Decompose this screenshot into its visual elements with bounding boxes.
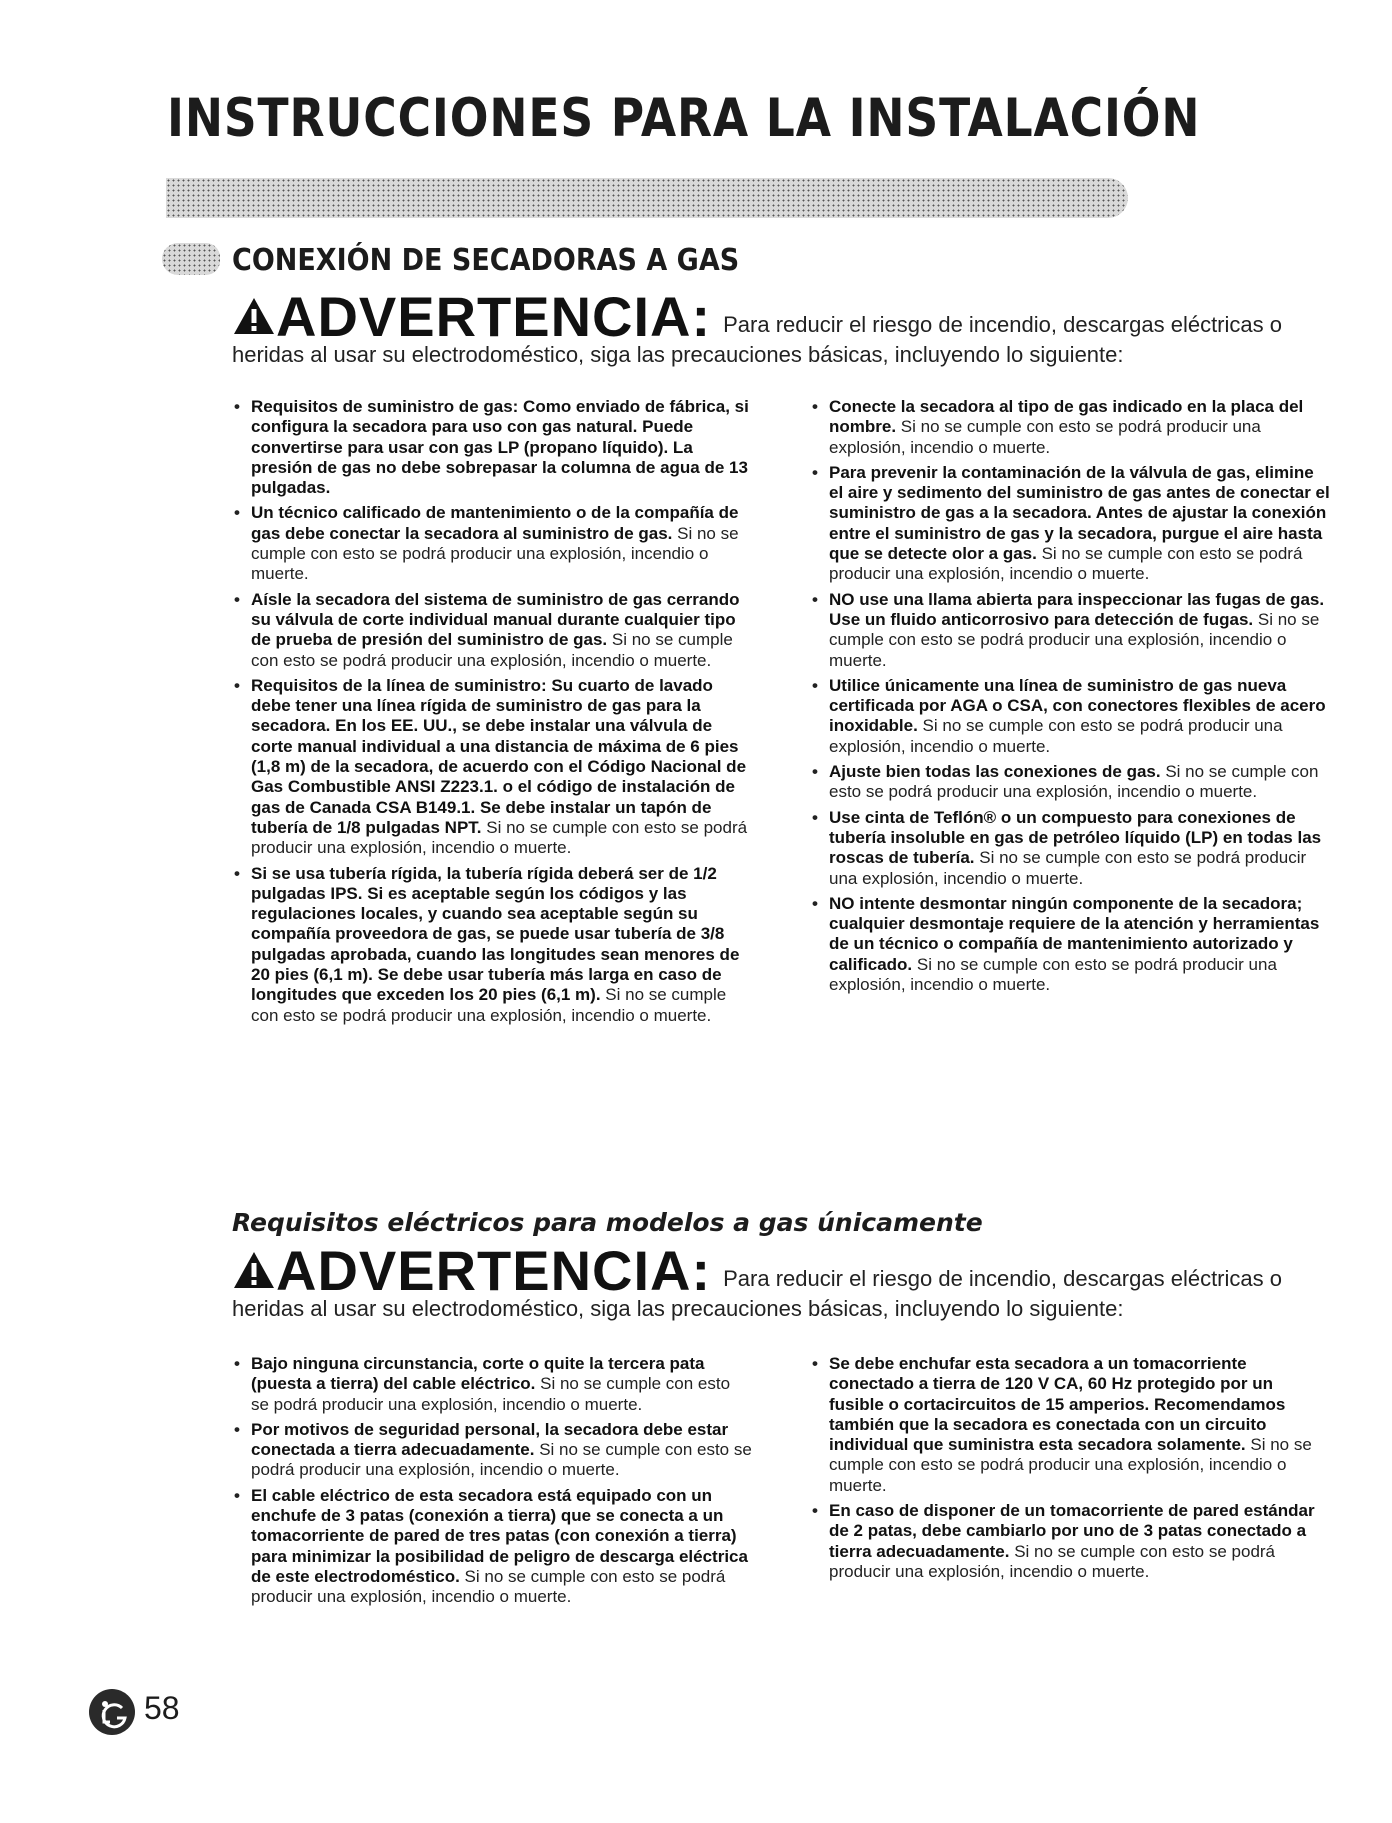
electrical-warning (232, 1239, 1312, 1324)
list-item (810, 463, 1330, 585)
item-emphasis: Un técnico calificado de mantenimiento o de la compañía de gas debe conectar la secadora al suministro de gas. (251, 503, 739, 543)
item-emphasis: Ajuste bien todas las conexiones de gas. (829, 762, 1161, 782)
list-item (232, 676, 752, 859)
bullet-icon: • (234, 1485, 240, 1505)
bullet-icon: • (234, 397, 240, 416)
item-consequence: Si no se cumple con esto se podrá producir una explosión, incendio o muerte. (251, 985, 727, 1025)
list-item (810, 894, 1330, 995)
warning-text: Para reducir el riesgo de incendio, descargas eléctricas o heridas al usar su electrodoméstico, siga las precauciones básicas, incluyendo lo siguiente: (232, 312, 1282, 367)
item-emphasis: NO use una llama abierta para inspeccionar las fugas de gas. Use un fluido anticorrosivo para detección de fugas. (829, 589, 1325, 629)
bullet-icon: • (812, 462, 818, 482)
item-consequence: Si no se cumple con esto se podrá producir una explosión, incendio o muerte. (829, 1541, 1276, 1581)
item-consequence: Si no se cumple con esto se podrá producir una explosión, incendio o muerte. (251, 630, 733, 670)
item-emphasis: Utilice únicamente una línea de suministro de gas nueva certificada por AGA o CSA, con conectores flexibles de acero inoxidable. (829, 675, 1326, 736)
bullet-icon: • (812, 1354, 818, 1373)
bullet-icon: • (812, 675, 818, 695)
item-consequence: Si no se cumple con esto se podrá producir una explosión, incendio o muerte. (251, 1374, 731, 1414)
list-item (810, 808, 1330, 889)
section-title: CONEXIÓN DE SECADORAS A GAS (232, 243, 740, 278)
bullet-list (232, 397, 752, 1026)
electrical-subtitle: Requisitos eléctricos para modelos a gas únicamente (232, 1208, 983, 1237)
item-consequence: Si no se cumple con esto se podrá producir una explosión, incendio o muerte. (251, 1440, 752, 1480)
warning-label: ADVERTENCIA: (276, 285, 712, 348)
list-item (810, 762, 1330, 803)
list-item (810, 590, 1330, 671)
item-emphasis: Si se usa tubería rígida, la tubería rígida deberá ser de 1/2 pulgadas IPS. Si es aceptable según los códigos y las regulaciones locales, y cuando sea aceptable según su compañía proveedora de gas, se puede usar tubería de 3/8 pulgadas aprobada, cuando las longitudes sean menores de 20 pies (6,1 m). Se debe usar tubería más larga en caso de longitudes que exceden los 20 pies (6,1 m). (251, 863, 740, 1005)
list-item (232, 503, 752, 584)
item-consequence: Si no se cumple con esto se podrá producir una explosión, incendio o muerte. (829, 848, 1307, 888)
list-item (232, 1486, 752, 1608)
page-number: 58 (144, 1690, 180, 1726)
bullet-icon: • (234, 1354, 240, 1373)
gas-warning (232, 285, 1312, 370)
bullet-icon: • (234, 863, 240, 883)
electrical-left-column (232, 1354, 752, 1613)
item-consequence: Si no se cumple con esto se podrá producir una explosión, incendio o muerte. (829, 544, 1303, 584)
bullet-icon: • (812, 762, 818, 782)
bullet-list (810, 1354, 1330, 1582)
bullet-icon: • (234, 675, 240, 695)
item-consequence: Si no se cumple con esto se podrá producir una explosión, incendio o muerte. (829, 417, 1261, 457)
bullet-icon: • (812, 893, 818, 913)
page-title: INSTRUCCIONES PARA LA INSTALACIÓN (167, 88, 1201, 149)
title-underline-bar (166, 178, 1128, 218)
list-item (232, 1354, 752, 1415)
bullet-icon: • (234, 1419, 240, 1439)
list-item (810, 676, 1330, 757)
item-emphasis: Conecte la secadora al tipo de gas indicado en la placa del nombre. (829, 397, 1304, 437)
item-emphasis: Para prevenir la contaminación de la válvula de gas, elimine el aire y sedimento del suministro de gas antes de conectar el suministro de gas a la secadora. Antes de ajustar la conexión entre el suministro de gas y la secadora, purgue el aire hasta que se detecte olor a gas. (829, 462, 1330, 564)
item-emphasis: NO intente desmontar ningún componente de la secadora; cualquier desmontaje requiere de la atención y herramientas de un técnico o compañía de mantenimiento autorizado y calificado. (829, 893, 1320, 974)
list-item (810, 1354, 1330, 1496)
bullet-icon: • (234, 589, 240, 609)
item-consequence: Si no se cumple con esto se podrá producir una explosión, incendio o muerte. (251, 817, 748, 858)
item-consequence: Si no se cumple con esto se podrá producir una explosión, incendio o muerte. (829, 716, 1283, 756)
list-item (232, 864, 752, 1026)
item-consequence: Si no se cumple con esto se podrá producir una explosión, incendio o muerte. (251, 1566, 726, 1607)
item-emphasis: Use cinta de Teflón® o un compuesto para conexiones de tubería insoluble en gas de petróleo líquido (LP) en todas las roscas de tubería. (829, 807, 1322, 868)
bullet-icon: • (812, 807, 818, 827)
bullet-icon: • (812, 1501, 818, 1521)
section-marker (162, 243, 220, 275)
warning-triangle-icon (232, 296, 276, 336)
item-consequence: Si no se cumple con esto se podrá producir una explosión, incendio o muerte. (829, 762, 1319, 802)
bullet-list (810, 397, 1330, 995)
warning-text: Para reducir el riesgo de incendio, descargas eléctricas o heridas al usar su electrodoméstico, siga las precauciones básicas, incluyendo lo siguiente: (232, 1266, 1282, 1321)
item-emphasis: Por motivos de seguridad personal, la secadora debe estar conectada a tierra adecuadamente. (251, 1419, 729, 1460)
item-consequence: Si no se cumple con esto se podrá producir una explosión, incendio o muerte. (829, 1435, 1312, 1495)
item-emphasis: Requisitos de la línea de suministro: Su cuarto de lavado debe tener una línea rígida de suministro de gas para la secadora. En los EE. UU., se debe instalar una válvula de corte manual individual a una distancia de máxima de 6 pies (1,8 m) de la secadora, de acuerdo con el Código Nacional de Gas Combustible ANSI Z223.1. o el código de instalación de gas de Canada CSA B149.1. Se debe instalar un tapón de tubería de 1/8 pulgadas NPT. (251, 675, 747, 837)
gas-left-column (232, 397, 752, 1031)
item-emphasis: Aísle la secadora del sistema de suministro de gas cerrando su válvula de corte individual manual durante cualquier tipo de prueba de presión del suministro de gas. (251, 589, 740, 650)
electrical-right-column (810, 1354, 1330, 1587)
bullet-icon: • (812, 397, 818, 416)
item-emphasis: El cable eléctrico de esta secadora está equipado con un enchufe de 3 patas (conexión a tierra) que se conecta a un tomacorriente de pared de tres patas (con conexión a tierra) para minimizar la posibilidad de peligro de descarga eléctrica de este electrodoméstico. (251, 1485, 748, 1586)
list-item (232, 590, 752, 671)
item-consequence: Si no se cumple con esto se podrá producir una explosión, incendio o muerte. (829, 954, 1277, 995)
list-item (232, 1420, 752, 1481)
bullet-icon: • (812, 589, 818, 609)
lg-logo-icon (88, 1688, 136, 1736)
bullet-icon: • (234, 503, 240, 523)
list-item (810, 397, 1330, 458)
gas-right-column (810, 397, 1330, 1000)
bullet-list (232, 1354, 752, 1608)
item-emphasis: Requisitos de suministro de gas: Como enviado de fábrica, si configura la secadora para uso con gas natural. Puede convertirse para usar con gas LP (propano líquido). La presión de gas no debe sobrepasar la columna de agua de 13 pulgadas. (251, 397, 749, 498)
item-consequence: Si no se cumple con esto se podrá producir una explosión, incendio o muerte. (251, 523, 739, 584)
item-consequence: Si no se cumple con esto se podrá producir una explosión, incendio o muerte. (829, 609, 1320, 670)
list-item (810, 1501, 1330, 1582)
list-item (232, 397, 752, 498)
warning-label: ADVERTENCIA: (276, 1239, 712, 1302)
item-emphasis: En caso de disponer de un tomacorriente de pared estándar de 2 patas, debe cambiarlo por uno de 3 patas conectado a tierra adecuadamente. (829, 1501, 1315, 1561)
warning-triangle-icon (232, 1250, 276, 1290)
item-emphasis: Se debe enchufar esta secadora a un tomacorriente conectado a tierra de 120 V CA, 60 Hz protegido por un fusible o cortacircuitos de 15 amperios. Recomendamos también que la secadora es conectada con un circuito individual que suministra esta secadora solamente. (829, 1354, 1286, 1455)
item-emphasis: Bajo ninguna circunstancia, corte o quite la tercera pata (puesta a tierra) del cable eléctrico. (251, 1354, 705, 1394)
